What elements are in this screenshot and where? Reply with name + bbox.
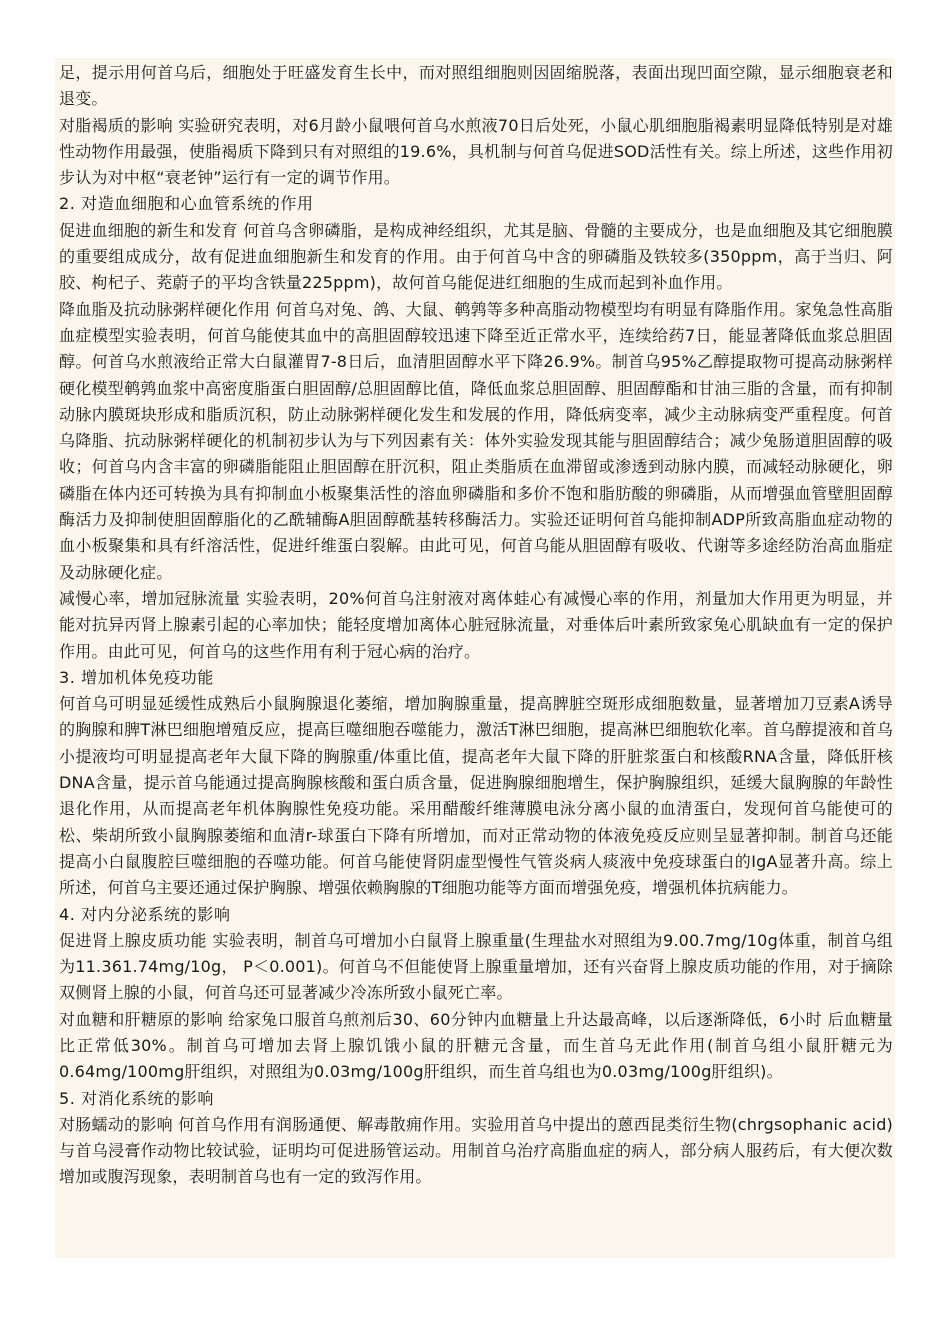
paragraph-lipofuscin: 对脂褐质的影响 实验研究表明，对6月龄小鼠喂何首乌水煎液70日后处死，小鼠心肌细胞脂褐素明显降低特别是对雄性动物作用最强，使脂褐质下降到只有对照组的19.6%，具机制与何首乌促进SOD活性有关。综上所述，这些作用初步认为对中枢“衰老钟”运行有一定的调节作用。 <box>59 115 893 188</box>
section-heading-2: 2. 对造血细胞和心血管系统的作用 <box>59 194 314 214</box>
paragraph-adrenal: 促进肾上腺皮质功能 实验表明，制首乌可增加小白鼠肾上腺重量(生理盐水对照组为9.00.7mg/10g体重，制首乌组为11.361.74mg/10g， P＜0.001)。何首乌不但能使肾上腺重量增加，还有兴奋肾上腺皮质功能的作用，对于摘除双侧肾上腺的小鼠，何首乌还可显著减少冷冻所致小鼠死亡率。 <box>59 930 893 1003</box>
section-heading-3: 3. 增加机体免疫功能 <box>59 667 214 687</box>
paragraph-heart-rate: 减慢心率，增加冠脉流量 实验表明，20%何首乌注射液对离体蛙心有减慢心率的作用，剂量加大作用更为明显，并能对抗异丙肾上腺素引起的心率加快；能轻度增加离体心脏冠脉流量，对垂体后叶素所致家兔心肌缺血有一定的保护作用。由此可见，何首乌的这些作用有利于冠心病的治疗。 <box>59 588 893 661</box>
paragraph-lipid-lowering: 降血脂及抗动脉粥样硬化作用 何首乌对兔、鸽、大鼠、鹌鹑等多种高脂动物模型均有明显有降脂作用。家兔急性高脂血症模型实验表明，何首乌能使其血中的高胆固醇较迅速下降至近正常水平，连续给药7日，能显著降低血浆总胆固醇。何首乌水煎液给正常大白鼠灌胃7-8日后，血清胆固醇水平下降26.9%。制首乌95%乙醇提取物可提高动脉粥样硬化模型鹌鹑血浆中高密度脂蛋白胆固醇/总胆固醇比值，降低血浆总胆固醇、胆固醇酯和甘油三脂的含量，而有抑制动脉内膜斑块形成和脂质沉积，防止动脉粥样硬化发生和发展的作用，降低病变率，减少主动脉病变严重程度。何首乌降脂、抗动脉粥样硬化的机制初步认为与下列因素有关：体外实验发现其能与胆固醇结合；减少兔肠道胆固醇的吸收；何首乌内含丰富的卵磷脂能阻止胆固醇在肝沉积，阻止类脂质在血滞留或渗透到动脉内膜，而减轻动脉硬化，卵磷脂在体内还可转换为具有抑制血小板聚集活性的溶血卵磷脂和多价不饱和脂肪酸的卵磷脂，从而增强血管壁胆固醇酶活力及抑制使胆固醇脂化的乙酰辅酶A胆固醇酰基转移酶活力。实验还证明何首乌能抑制ADP所致高脂血症动物的血小板聚集和具有纤溶活性，促进纤维蛋白裂解。由此可见，何首乌能从胆固醇有吸收、代谢等多途经防治高血脂症及动脉硬化症。 <box>59 299 893 582</box>
document-body <box>59 60 893 1191</box>
paragraph-blood-sugar: 对血糖和肝糖原的影响 给家兔口服首乌煎剂后30、60分钟内血糖量上升达最高峰，以后逐渐降低，6小时 后血糖量比正常低30%。制首乌可增加去肾上腺饥饿小鼠的肝糖元含量，而生首乌无此作用(制首乌组小鼠肝糖元为0.64mg/100mg肝组织，对照组为0.03mg/100g肝组织，而生首乌组也为0.03mg/100g肝组织)。 <box>59 1009 893 1082</box>
paragraph-blood-cells: 促进血细胞的新生和发育 何首乌含卵磷脂，是构成神经组织，尤其是脑、骨髓的主要成分，也是血细胞及其它细胞膜的重要组成成分，故有促进血细胞新生和发育的作用。由于何首乌中含的卵磷脂及铁较多(350ppm，高于当归、阿胶、枸杞子、茺蔚子的平均含铁量225ppm)，故何首乌能促进红细胞的生成而起到补血作用。 <box>59 220 893 293</box>
paragraph-immunity: 何首乌可明显延缓性成熟后小鼠胸腺退化萎缩，增加胸腺重量，提高脾脏空斑形成细胞数量，显著增加刀豆素A诱导的胸腺和脾T淋巴细胞增殖反应，提高巨噬细胞吞噬能力，激活T淋巴细胞，提高淋巴细胞软化率。首乌醇提液和首乌小提液均可明显提高老年大鼠下降的胸腺重/体重比值，提高老年大鼠下降的肝脏浆蛋白和核酸RNA含量，降低肝核DNA含量，提示首乌能通过提高胸腺核酸和蛋白质含量，促进胸腺细胞增生，保护胸腺组织，延缓大鼠胸腺的年龄性退化作用，从而提高老年机体胸腺性免疫功能。采用醋酸纤维薄膜电泳分离小鼠的血清蛋白，发现何首乌能使可的松、柴胡所致小鼠胸腺萎缩和血清r-球蛋白下降有所增加，而对正常动物的体液免疫反应则呈显著抑制。制首乌还能提高小白鼠腹腔巨噬细胞的吞噬功能。何首乌能使肾阴虚型慢性气管炎病人痰液中免疫球蛋白的IgA显著升高。综上所述，何首乌主要还通过保护胸腺、增强依赖胸腺的T细胞功能等方面而增强免疫，增强机体抗病能力。 <box>59 694 893 898</box>
section-heading-4: 4. 对内分泌系统的影响 <box>59 904 231 924</box>
section-heading-5: 5. 对消化系统的影响 <box>59 1088 214 1108</box>
paragraph-aging-conclusion: 足，提示用何首乌后，细胞处于旺盛发育生长中，而对照组细胞则因固缩脱落，表面出现凹面空隙，显示细胞衰老和退变。 <box>59 63 893 109</box>
paragraph-intestinal: 对肠蠕动的影响 何首乌作用有润肠通便、解毒散痈作用。实验用首乌中提出的蒽西昆类衍生物(chrgsophanic acid)与首乌浸膏作动物比较试验，证明均可促进肠管运动。用制首乌治疗高脂血症的病人，部分病人服药后，有大便次数增加或腹泻现象，表明制首乌也有一定的致泻作用。 <box>59 1114 893 1187</box>
